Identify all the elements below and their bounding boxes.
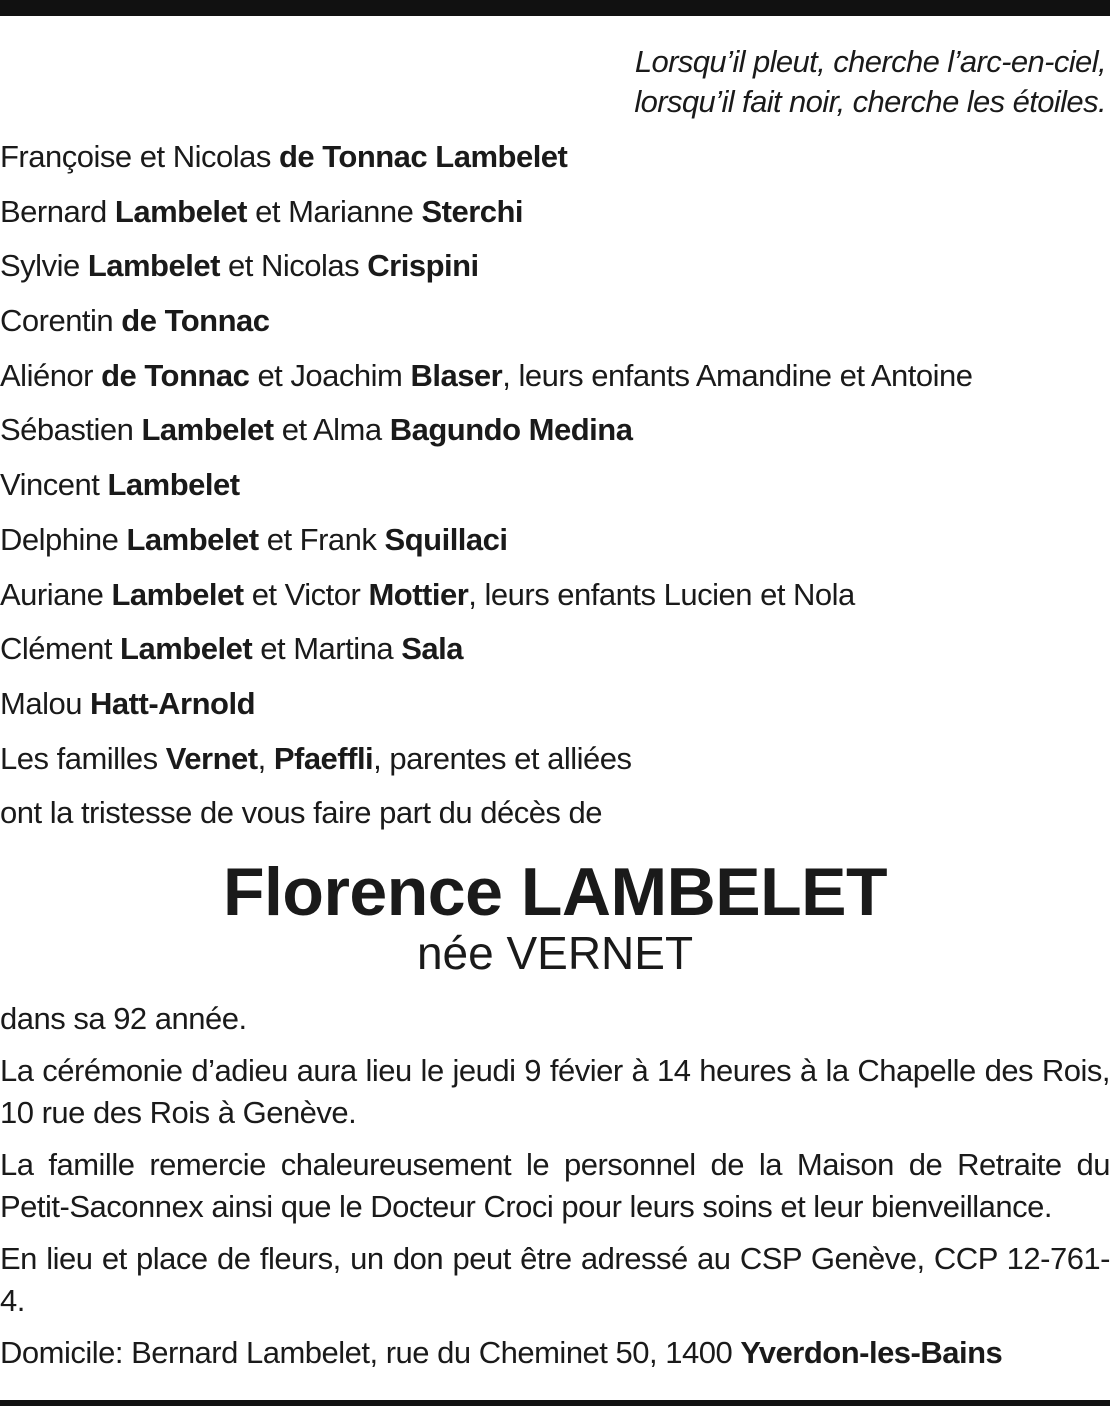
mourner-line [0, 683, 972, 738]
notice-paragraph [0, 1050, 1110, 1134]
surname-text: Squillaci [384, 521, 508, 557]
mourner-line [0, 355, 972, 410]
mourner-line [0, 191, 972, 246]
mourner-line [0, 464, 972, 519]
text-run: dans sa 92 année. [0, 1001, 247, 1036]
text-run: et Alma [273, 412, 390, 448]
epigraph-line: Lorsqu’il pleut, cherche l’arc-en-ciel, [634, 44, 1106, 79]
text-run: et Frank [258, 521, 385, 557]
text-run: Vincent [0, 467, 108, 503]
text-run: Françoise et Nicolas [0, 139, 279, 174]
mourner-line [0, 628, 972, 683]
mourner-line [0, 300, 972, 355]
surname-text: Lambelet [111, 576, 244, 612]
text-run: La famille remercie chaleureusement le personnel de la Maison de Retraite du Petit-Saconnex ainsi que le Docteur Croci pour leurs soins et leur bienveillance. [0, 1147, 1110, 1224]
epigraph-line: lorsqu’il fait noir, cherche les étoiles. [634, 84, 1106, 119]
mourner-line [0, 519, 972, 574]
surname-text: de Tonnac [101, 357, 250, 393]
text-run: Aliénor [0, 357, 102, 393]
mourner-line [0, 574, 972, 629]
text-run: Les familles [0, 740, 166, 776]
notice-paragraph [0, 1238, 1110, 1322]
text-run: et Nicolas [219, 248, 368, 284]
surname-text: Vernet [165, 740, 258, 776]
deceased-block [0, 852, 1110, 978]
text-run: Sébastien [0, 412, 142, 448]
mourners-list [0, 136, 972, 847]
surname-text: Blaser [410, 357, 503, 393]
text-run: Auriane [0, 576, 112, 612]
text-run: ont la tristesse de vous faire part du décès de [0, 795, 603, 831]
text-run: , parentes et alliées [373, 740, 632, 776]
text-run: La cérémonie d’adieu aura lieu le jeudi 9 févier à 14 heures à la Chapelle des Rois, 10 rue des Rois à Genève. [0, 1053, 1110, 1130]
surname-text: Hatt-Arnold [90, 685, 256, 721]
text-run: Domicile: Bernard Lambelet, rue du Cheminet 50, 1400 [0, 1335, 741, 1370]
notice-paragraph [0, 1144, 1110, 1228]
notice-body [0, 998, 1110, 1384]
text-run: et Martina [252, 631, 402, 667]
notice-paragraph [0, 1332, 1110, 1374]
surname-text: de Tonnac Lambelet [278, 139, 568, 174]
mourner-line [0, 792, 972, 847]
surname-text: Lambelet [126, 521, 259, 557]
mourner-line [0, 136, 972, 191]
text-run: Delphine [0, 521, 127, 557]
mourner-line [0, 738, 972, 793]
surname-text: Lambelet [107, 467, 240, 503]
text-run: Corentin [0, 303, 122, 339]
notice-paragraph [0, 998, 1110, 1040]
surname-text: Sala [401, 631, 463, 667]
text-run: et Joachim [249, 357, 411, 393]
text-run: , [257, 740, 274, 776]
text-run: et Victor [243, 576, 369, 612]
surname-text: Lambelet [120, 631, 253, 667]
text-run: Clément [0, 631, 121, 667]
deceased-name: Florence LAMBELET [223, 854, 887, 930]
text-run: En lieu et place de fleurs, un don peut être adressé au CSP Genève, CCP 12-761-4. [0, 1241, 1110, 1318]
epigraph [634, 42, 1106, 122]
text-run: et Marianne [247, 193, 422, 229]
mourner-line [0, 409, 972, 464]
surname-text: Sterchi [421, 193, 524, 229]
bottom-rule [0, 1400, 1110, 1406]
surname-text: Yverdon-les-Bains [740, 1335, 1003, 1370]
surname-text: Pfaeffli [273, 740, 374, 776]
text-run: Sylvie [0, 248, 88, 284]
top-rule [0, 0, 1110, 16]
maiden-name: née VERNET [416, 927, 694, 979]
text-run: Bernard [0, 193, 115, 229]
mourner-line [0, 245, 972, 300]
text-run: , leurs enfants Amandine et Antoine [502, 357, 973, 393]
text-run: Malou [0, 685, 91, 721]
surname-text: Lambelet [141, 412, 274, 448]
surname-text: de Tonnac [121, 303, 270, 339]
surname-text: Lambelet [114, 193, 248, 229]
surname-text: Crispini [367, 248, 479, 284]
surname-text: Mottier [368, 576, 469, 612]
surname-text: Lambelet [87, 248, 220, 284]
text-run: , leurs enfants Lucien et Nola [468, 576, 855, 612]
surname-text: Bagundo Medina [389, 412, 633, 448]
